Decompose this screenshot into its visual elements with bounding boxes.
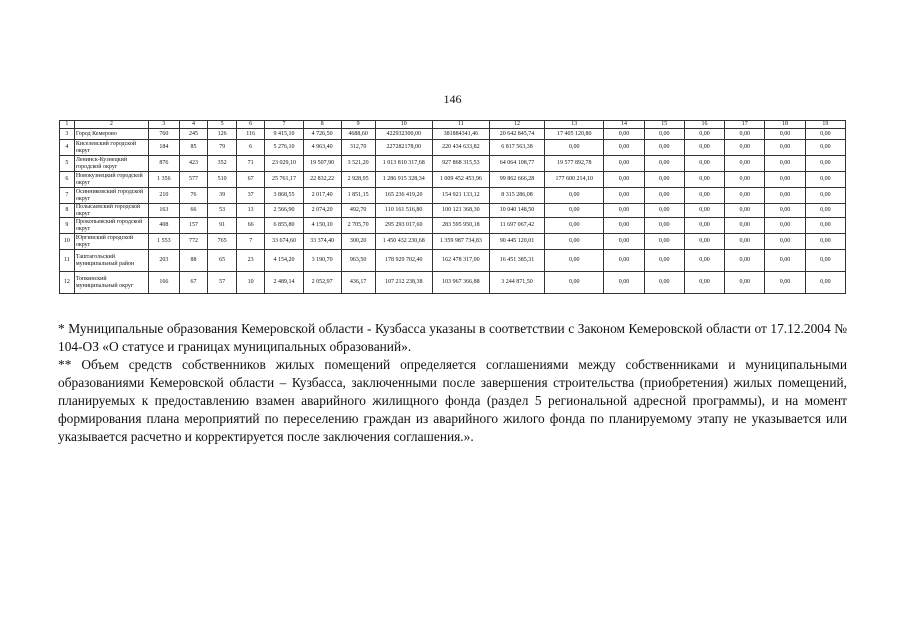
table-cell: 0,00	[805, 188, 845, 204]
table-row	[60, 188, 846, 204]
municipality-name-cell: Юргинский городской округ	[74, 234, 148, 250]
table-cell: 1 851,15	[341, 188, 375, 204]
table-cell: 64 064 108,77	[489, 156, 544, 172]
column-header: 7	[265, 121, 303, 129]
table-cell: 65	[208, 250, 237, 272]
table-cell: 10	[236, 272, 265, 294]
table-cell: 0,00	[725, 129, 765, 140]
table-cell: 11 697 067,42	[489, 218, 544, 234]
table-cell: 0,00	[765, 156, 805, 172]
table-cell: 423	[179, 156, 208, 172]
table-cell: 0,00	[725, 250, 765, 272]
table-cell: 2 489,14	[265, 272, 303, 294]
footnotes	[58, 320, 847, 446]
table-cell: 772	[179, 234, 208, 250]
table-cell: 0,00	[545, 272, 604, 294]
table-cell: 4 154,20	[265, 250, 303, 272]
table-cell: 107 212 238,38	[375, 272, 432, 294]
table-cell: 0,00	[644, 250, 684, 272]
column-header: 15	[644, 121, 684, 129]
table-cell: 0,00	[805, 140, 845, 156]
table-cell: 0,00	[604, 172, 644, 188]
table-cell: 19 577 892,78	[545, 156, 604, 172]
table-cell: 0,00	[684, 250, 724, 272]
table-cell: 23 029,10	[265, 156, 303, 172]
footnote-owners-funds: ** Объем средств собственников жилых помещений определяется соглашениями между собственниками и муниципальными образованиями Кемеровской области – Кузбасса, заключенными после завершения строительства (приобретения) жилых помещений, планируемых к предоставлению взамен аварийного жилищного фонда (раздел 5 региональной адресной программы), и на момент формирования плана мероприятий по переселению граждан из аварийного жилого фонда по планируемому этапу не указывается или указывается расчетно и корректируется после заключения соглашения.».	[58, 357, 847, 444]
table-cell: 0,00	[545, 218, 604, 234]
table-cell: 22 832,22	[303, 172, 341, 188]
table-cell: 0,00	[765, 129, 805, 140]
table-cell: 0,00	[805, 156, 845, 172]
table-cell: 0,00	[805, 250, 845, 272]
table-cell: 0,00	[545, 188, 604, 204]
table-cell: 7	[60, 188, 75, 204]
table-cell: 0,00	[545, 204, 604, 218]
table-cell: 408	[148, 218, 179, 234]
table-cell: 8 315 286,08	[489, 188, 544, 204]
column-header: 10	[375, 121, 432, 129]
table-cell: 0,00	[805, 272, 845, 294]
page-number: 146	[443, 92, 462, 106]
table-cell: 2 928,95	[341, 172, 375, 188]
table-cell: 116	[236, 129, 265, 140]
table-cell: 3 868,55	[265, 188, 303, 204]
table-cell: 9	[60, 218, 75, 234]
table-cell: 0,00	[604, 156, 644, 172]
table-cell: 4 726,50	[303, 129, 341, 140]
table-cell: 7	[236, 234, 265, 250]
table-cell: 163	[148, 204, 179, 218]
municipality-name-cell: Осинниковский городской округ	[74, 188, 148, 204]
table-cell: 0,00	[725, 172, 765, 188]
table-cell: 3 190,70	[303, 250, 341, 272]
table-cell: 0,00	[765, 188, 805, 204]
table-cell: 1 359 987 734,83	[432, 234, 489, 250]
table-cell: 90 445 120,01	[489, 234, 544, 250]
table-cell: 157	[179, 218, 208, 234]
municipality-name-cell: Таштагольский муниципальный район	[74, 250, 148, 272]
table-cell: 1 553	[148, 234, 179, 250]
footnote-municipal-formations: * Муниципальные образования Кемеровской области - Кузбасса указаны в соответствии с Законом Кемеровской области от 17.12.2004 № 104-ОЗ «О статусе и границах муниципальных образований».	[58, 321, 847, 354]
municipality-name-cell: Город Кемерово	[74, 129, 148, 140]
table-cell: 0,00	[604, 250, 644, 272]
table-cell: 300,20	[341, 234, 375, 250]
table-cell: 16 451 385,31	[489, 250, 544, 272]
table-cell: 0,00	[604, 188, 644, 204]
table-cell: 0,00	[644, 140, 684, 156]
table-cell: 0,00	[765, 140, 805, 156]
table-cell: 0,00	[604, 140, 644, 156]
table-row	[60, 250, 846, 272]
table-cell: 0,00	[765, 204, 805, 218]
table-cell: 0,00	[644, 272, 684, 294]
table-cell: 0,00	[684, 272, 724, 294]
table-cell: 0,00	[725, 140, 765, 156]
table-cell: 103 967 366,88	[432, 272, 489, 294]
table-cell: 0,00	[684, 234, 724, 250]
table-cell: 10 040 148,50	[489, 204, 544, 218]
table-row	[60, 140, 846, 156]
table-cell: 295 293 017,60	[375, 218, 432, 234]
table-cell: 67	[236, 172, 265, 188]
table-cell: 0,00	[604, 272, 644, 294]
table-cell: 126	[208, 129, 237, 140]
table-cell: 0,00	[545, 140, 604, 156]
table-cell: 53	[208, 204, 237, 218]
table-cell: 100 121 368,30	[432, 204, 489, 218]
table-cell: 245	[179, 129, 208, 140]
table-cell: 876	[148, 156, 179, 172]
table-cell: 3 244 871,50	[489, 272, 544, 294]
table-cell: 312,70	[341, 140, 375, 156]
table-cell: 66	[179, 204, 208, 218]
table-cell: 0,00	[684, 129, 724, 140]
table-row	[60, 129, 846, 140]
table-cell: 25 761,17	[265, 172, 303, 188]
table-cell: 110 161 516,80	[375, 204, 432, 218]
table-cell: 6 817 563,38	[489, 140, 544, 156]
table-cell: 0,00	[725, 218, 765, 234]
table-cell: 0,00	[604, 218, 644, 234]
column-header: 12	[489, 121, 544, 129]
table-cell: 1 009 452 453,96	[432, 172, 489, 188]
table-cell: 210	[148, 188, 179, 204]
table-cell: 283 595 950,18	[432, 218, 489, 234]
table-cell: 2 017,40	[303, 188, 341, 204]
table-cell: 0,00	[684, 204, 724, 218]
table-cell: 0,00	[684, 140, 724, 156]
column-header: 6	[236, 121, 265, 129]
table-cell: 381884341,46	[432, 129, 489, 140]
table-cell: 85	[179, 140, 208, 156]
table-cell: 0,00	[644, 234, 684, 250]
column-header: 5	[208, 121, 237, 129]
table-cell: 0,00	[545, 234, 604, 250]
table-cell: 510	[208, 172, 237, 188]
table-cell: 33 374,40	[303, 234, 341, 250]
table-cell: 0,00	[805, 129, 845, 140]
table-cell: 0,00	[765, 272, 805, 294]
table-cell: 0,00	[644, 129, 684, 140]
table-cell: 203	[148, 250, 179, 272]
table-cell: 0,00	[805, 204, 845, 218]
table-cell: 352	[208, 156, 237, 172]
table-cell: 0,00	[725, 188, 765, 204]
table-cell: 17 405 120,80	[545, 129, 604, 140]
table-cell: 0,00	[545, 250, 604, 272]
table-cell: 963,50	[341, 250, 375, 272]
column-header: 9	[341, 121, 375, 129]
table-cell: 33 674,60	[265, 234, 303, 250]
table-cell: 0,00	[725, 156, 765, 172]
table-cell: 6	[236, 140, 265, 156]
table-row	[60, 234, 846, 250]
table-cell: 1 450 432 230,68	[375, 234, 432, 250]
table-cell: 2 705,70	[341, 218, 375, 234]
municipality-name-cell: Киселевский городской округ	[74, 140, 148, 156]
table-cell: 1 356	[148, 172, 179, 188]
municipality-name-cell: Новокузнецкий городской округ	[74, 172, 148, 188]
table-cell: 99 862 666,28	[489, 172, 544, 188]
table-cell: 166	[148, 272, 179, 294]
table-cell: 6	[60, 172, 75, 188]
table-cell: 2 052,97	[303, 272, 341, 294]
table-cell: 4688,60	[341, 129, 375, 140]
table-cell: 13	[236, 204, 265, 218]
table-cell: 12	[60, 272, 75, 294]
table-cell: 178 929 702,40	[375, 250, 432, 272]
table-cell: 1 286 915 328,34	[375, 172, 432, 188]
table-cell: 0,00	[604, 234, 644, 250]
table-cell: 0,00	[805, 218, 845, 234]
table-cell: 0,00	[725, 272, 765, 294]
table-cell: 0,00	[684, 172, 724, 188]
table-cell: 765	[208, 234, 237, 250]
table-cell: 20 642 845,74	[489, 129, 544, 140]
table-cell: 422932300,00	[375, 129, 432, 140]
table-cell: 577	[179, 172, 208, 188]
table-cell: 162 478 317,00	[432, 250, 489, 272]
table-cell: 67	[179, 272, 208, 294]
table-row	[60, 172, 846, 188]
table-cell: 3 521,20	[341, 156, 375, 172]
column-header: 2	[74, 121, 148, 129]
table-cell: 2 566,90	[265, 204, 303, 218]
municipality-name-cell: Полысаевский городской округ	[74, 204, 148, 218]
column-header: 17	[725, 121, 765, 129]
table-cell: 492,70	[341, 204, 375, 218]
table-cell: 220 434 633,82	[432, 140, 489, 156]
table-cell: 5	[60, 156, 75, 172]
table-cell: 0,00	[644, 172, 684, 188]
municipality-name-cell: Топкинский муниципальный округ	[74, 272, 148, 294]
table-cell: 227282178,00	[375, 140, 432, 156]
table-cell: 436,17	[341, 272, 375, 294]
table-cell: 91	[208, 218, 237, 234]
table-cell: 0,00	[644, 188, 684, 204]
table-body	[60, 129, 846, 294]
table-cell: 9 415,10	[265, 129, 303, 140]
table-cell: 76	[179, 188, 208, 204]
table-cell: 39	[208, 188, 237, 204]
table-cell: 0,00	[725, 234, 765, 250]
table-cell: 165 236 419,20	[375, 188, 432, 204]
table-cell: 10	[60, 234, 75, 250]
table-cell: 5 276,10	[265, 140, 303, 156]
table-cell: 927 868 315,53	[432, 156, 489, 172]
table-cell: 0,00	[765, 172, 805, 188]
table-cell: 2 074,20	[303, 204, 341, 218]
table-cell: 184	[148, 140, 179, 156]
table-cell: 0,00	[684, 218, 724, 234]
table-cell: 4	[60, 140, 75, 156]
table-cell: 3	[60, 129, 75, 140]
data-table	[59, 120, 846, 294]
table-cell: 0,00	[684, 156, 724, 172]
table-cell: 177 600 214,10	[545, 172, 604, 188]
table-cell: 37	[236, 188, 265, 204]
table-cell: 0,00	[644, 204, 684, 218]
table-cell: 6 855,80	[265, 218, 303, 234]
table-cell: 0,00	[644, 218, 684, 234]
column-header: 1	[60, 121, 75, 129]
table-cell: 4 963,40	[303, 140, 341, 156]
table-cell: 0,00	[725, 204, 765, 218]
table-cell: 79	[208, 140, 237, 156]
table-cell: 0,00	[765, 250, 805, 272]
table-cell: 154 921 133,12	[432, 188, 489, 204]
table-cell: 0,00	[684, 188, 724, 204]
table-cell: 23	[236, 250, 265, 272]
table-cell: 0,00	[765, 218, 805, 234]
municipality-name-cell: Ленинск-Кузнецкий городской округ	[74, 156, 148, 172]
table-cell: 88	[179, 250, 208, 272]
table-cell: 4 150,10	[303, 218, 341, 234]
column-header: 3	[148, 121, 179, 129]
column-header: 13	[545, 121, 604, 129]
table-cell: 8	[60, 204, 75, 218]
column-header: 18	[765, 121, 805, 129]
table-cell: 0,00	[604, 129, 644, 140]
table-cell: 19 507,90	[303, 156, 341, 172]
column-header: 16	[684, 121, 724, 129]
column-header: 4	[179, 121, 208, 129]
table-cell: 71	[236, 156, 265, 172]
table-cell: 760	[148, 129, 179, 140]
table-cell: 0,00	[604, 204, 644, 218]
table-row	[60, 218, 846, 234]
column-header: 14	[604, 121, 644, 129]
table-row	[60, 272, 846, 294]
table-cell: 0,00	[644, 156, 684, 172]
table-cell: 57	[208, 272, 237, 294]
table-cell: 1 013 810 317,68	[375, 156, 432, 172]
column-header: 11	[432, 121, 489, 129]
table-cell: 66	[236, 218, 265, 234]
table-header-row	[60, 121, 846, 129]
table-row	[60, 204, 846, 218]
table-cell: 0,00	[805, 234, 845, 250]
table-cell: 0,00	[765, 234, 805, 250]
table-cell: 0,00	[805, 172, 845, 188]
municipality-name-cell: Прокопьевский городской округ	[74, 218, 148, 234]
table-row	[60, 156, 846, 172]
column-header: 19	[805, 121, 845, 129]
column-header: 8	[303, 121, 341, 129]
table-cell: 11	[60, 250, 75, 272]
